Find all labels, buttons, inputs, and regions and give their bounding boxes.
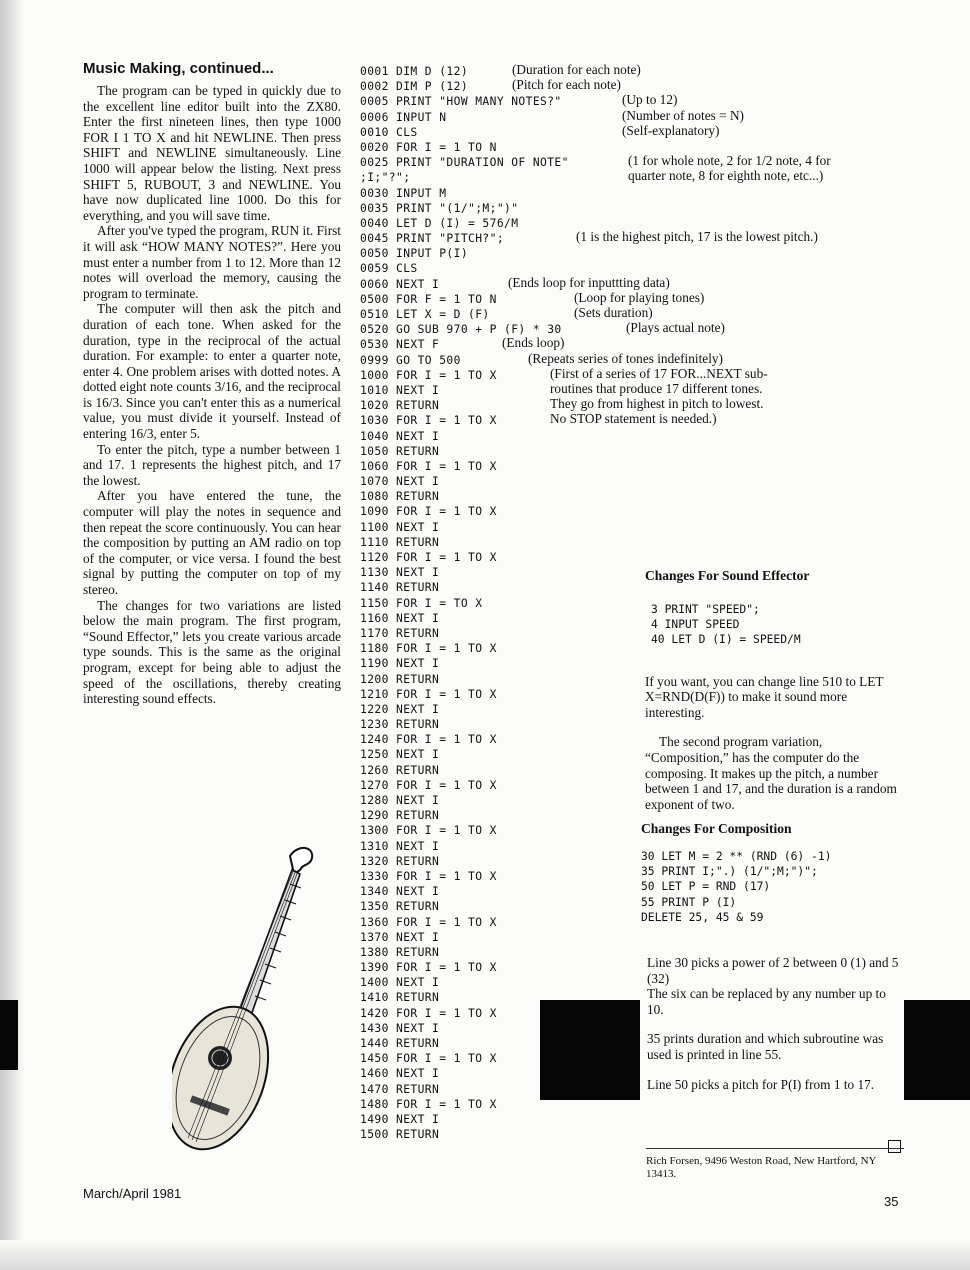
listing-code: 1070 NEXT I <box>360 475 440 489</box>
listing-code: 1180 FOR I = 1 TO X <box>360 642 497 656</box>
listing-code: 1120 FOR I = 1 TO X <box>360 551 497 564</box>
listing-code: 1130 NEXT I <box>360 566 440 580</box>
article-paragraph: The program can be typed in quickly due to the excellent line editor built into the ZX80. Enter the first nineteen lines, then type 1000 FOR I 1 TO X and hit NEWLINE. Then press SHIFT and NEWLINE simultaneously. Line 1000 will appear below the listing. Next press SHIFT 5, RUBOUT, 3 and NEWLINE. You have now duplicated line 1000. Do this for everything, and you will save time. <box>83 83 341 223</box>
listing-code: 1090 FOR I = 1 TO X <box>360 505 497 519</box>
article-paragraph: The changes for two variations are listed below the main program. The first program, “Sound Effector,” lets you create various arcade type sounds. This is the same as the original program, except for being able to adjust the speed of the oscillations, thereby creating interesting sound effects. <box>83 597 341 707</box>
code-line: 3 PRINT "SPEED"; <box>651 603 760 616</box>
listing-line <box>360 472 900 487</box>
listing-code: 1500 RETURN <box>360 1128 440 1142</box>
listing-line <box>360 320 900 335</box>
listing-line <box>360 928 900 943</box>
listing-comment: (1 is the highest pitch, 17 is the lowest pitch.) <box>576 229 818 245</box>
listing-code: 0010 CLS <box>360 125 418 139</box>
listing-code: 0002 DIM P (12) <box>360 80 469 94</box>
listing-code: 1480 FOR I = 1 TO X <box>360 1097 497 1111</box>
listing-code: 0500 FOR F = 1 TO N <box>360 292 497 306</box>
listing-line <box>360 351 900 366</box>
listing-line <box>360 168 900 183</box>
listing-comment: They go from highest in pitch to lowest. <box>550 396 764 412</box>
code-line: 55 PRINT P (I) <box>641 895 737 909</box>
listing-code: 1280 NEXT I <box>360 794 440 807</box>
article-paragraph: After you've typed the program, RUN it. First it will ask “HOW MANY NOTES?”. Here you must enter a number from 1 to 12. More than 12 notes will overload the memory, causing the program to terminate. <box>83 223 341 301</box>
listing-line <box>360 244 900 259</box>
listing-code: 1100 NEXT I <box>360 520 440 534</box>
listing-comment: (Up to 12) <box>622 92 678 108</box>
listing-comment: (First of a series of 17 FOR...NEXT sub- <box>550 365 768 381</box>
listing-code: 1220 NEXT I <box>360 702 440 716</box>
listing-code: 1040 NEXT I <box>360 429 440 443</box>
listing-code: 1390 FOR I = 1 TO X <box>360 961 497 975</box>
listing-code: 1240 FOR I = 1 TO X <box>360 733 497 747</box>
listing-line <box>360 123 900 138</box>
listing-code: 1400 NEXT I <box>360 976 440 990</box>
article-paragraph: The computer will then ask the pitch and duration of each tone. When asked for the duration, type in the reciprocal of the actual duration. For example: to enter a quarter note, enter 4. One problem arises with dotted notes. A dotted eight note counts 3/16, and the reciprocal is 16/3. Since you can't enter this as a numerical value, you must divide it yourself. Instead of entering 16/3, enter 5. <box>83 301 341 442</box>
listing-code: 0050 INPUT P(I) <box>360 247 469 261</box>
sound-effector-heading: Changes For Sound Effector <box>645 568 810 583</box>
listing-code: 0001 DIM D (12) <box>360 65 469 78</box>
listing-line <box>360 259 900 274</box>
composition-intro: The second program variation, “Composition,” has the computer do the composing. It makes up the pitch, a number between 1 and 17, and the duration is a random exponent of two. <box>645 734 897 812</box>
listing-line <box>360 214 900 229</box>
listing-code: 1370 NEXT I <box>360 930 440 944</box>
listing-line <box>360 487 900 502</box>
listing-line <box>360 108 900 123</box>
listing-code: 1060 FOR I = 1 TO X <box>360 459 497 473</box>
listing-code: 1360 FOR I = 1 TO X <box>360 915 497 929</box>
decorative-bar <box>904 1000 970 1100</box>
listing-line <box>360 518 900 533</box>
listing-line <box>360 381 900 396</box>
page-bottom-shadow <box>0 1240 970 1270</box>
composition-section <box>641 821 901 925</box>
listing-code: 0005 PRINT "HOW MANY NOTES?" <box>360 95 562 109</box>
listing-code: 1330 FOR I = 1 TO X <box>360 869 497 883</box>
article-paragraph: To enter the pitch, type a number between 1 and 17. 1 represents the highest pitch, and 17 the lowest. <box>83 441 341 488</box>
listing-code: 0006 INPUT N <box>360 110 447 124</box>
listing-line <box>360 229 900 244</box>
code-line: 50 LET P = RND (17) <box>641 880 771 894</box>
listing-code: 1250 NEXT I <box>360 748 440 762</box>
listing-line <box>360 153 900 168</box>
listing-line <box>360 290 900 305</box>
listing-comment: (Sets duration) <box>574 305 653 320</box>
listing-line <box>360 62 900 77</box>
issue-date: March/April 1981 <box>83 1186 182 1201</box>
listing-code: 1170 RETURN <box>360 626 440 640</box>
listing-line <box>360 366 900 381</box>
code-line: 4 INPUT SPEED <box>651 618 740 632</box>
article-paragraph: After you have entered the tune, the computer will play the notes in sequence and then repeat the score continuously. You can hear the composition by putting an AM radio on top of the computer, or vice versa. I found the best signal by putting the computer on top of my stereo. <box>83 488 341 597</box>
listing-comment: (Self-explanatory) <box>622 122 720 138</box>
code-line: 40 LET D (I) = SPEED/M <box>651 633 801 647</box>
code-line: 30 LET M = 2 ** (RND (6) -1) <box>641 850 832 863</box>
listing-code: 1290 RETURN <box>360 809 440 823</box>
listing-code: 0530 NEXT F <box>360 338 440 352</box>
listing-code: 1020 RETURN <box>360 399 440 413</box>
listing-line <box>360 427 900 442</box>
listing-code: 1300 FOR I = 1 TO X <box>360 824 497 838</box>
listing-code: 1190 NEXT I <box>360 657 440 671</box>
listing-code: 1340 NEXT I <box>360 885 440 899</box>
article-heading: Music Making, continued... <box>83 60 274 77</box>
listing-code: 0520 GO SUB 970 + P (F) * 30 <box>360 323 562 337</box>
author-byline: Rich Forsen, 9496 Weston Road, New Hartford, NY 13413. <box>646 1148 904 1180</box>
listing-comment: (Pitch for each note) <box>512 77 621 93</box>
listing-code: 1310 NEXT I <box>360 839 440 853</box>
listing-code: 1440 RETURN <box>360 1037 440 1050</box>
listing-line <box>360 275 900 290</box>
listing-comment: (Duration for each note) <box>512 62 641 77</box>
decorative-bar <box>0 1000 18 1070</box>
listing-line <box>360 396 900 411</box>
listing-code: 1080 RETURN <box>360 490 440 504</box>
listing-code: 1270 FOR I = 1 TO X <box>360 778 497 792</box>
composition-note: 35 prints duration and which subroutine was used is printed in line 55. <box>647 1031 884 1062</box>
listing-line <box>360 305 900 320</box>
listing-code: 1470 RETURN <box>360 1082 440 1096</box>
listing-line <box>360 548 900 563</box>
listing-comment: (Repeats series of tones indefinitely) <box>528 350 723 366</box>
listing-code: 1030 FOR I = 1 TO X <box>360 414 497 428</box>
listing-code: 1460 NEXT I <box>360 1067 440 1081</box>
listing-comment: (Ends loop for inputtting data) <box>508 274 670 290</box>
listing-code: 0045 PRINT "PITCH?"; <box>360 232 505 246</box>
listing-line <box>360 442 900 457</box>
listing-code: 1150 FOR I = TO X <box>360 596 483 610</box>
listing-code: 1380 RETURN <box>360 945 440 959</box>
listing-code: 0510 LET X = D (F) <box>360 308 490 321</box>
page-edge-shadow <box>0 0 24 1270</box>
code-line: DELETE 25, 45 & 59 <box>641 910 764 924</box>
listing-code: 0999 GO TO 500 <box>360 353 461 367</box>
composition-note: Line 30 picks a power of 2 between 0 (1) and 5 (32) <box>647 955 899 986</box>
composition-note: Line 50 picks a pitch for P(I) from 1 to 17. <box>647 1076 875 1092</box>
listing-line <box>360 411 900 426</box>
listing-code: 1350 RETURN <box>360 900 440 914</box>
listing-comment: (Number of notes = N) <box>622 107 744 123</box>
listing-code: 0035 PRINT "(1/";M;")" <box>360 201 519 215</box>
composition-heading: Changes For Composition <box>641 821 792 836</box>
listing-code: 1010 NEXT I <box>360 383 440 397</box>
listing-comment: (Ends loop) <box>502 335 565 351</box>
listing-line <box>360 457 900 472</box>
listing-line <box>360 1110 900 1125</box>
listing-code: 0059 CLS <box>360 262 418 276</box>
listing-code: 1490 NEXT I <box>360 1112 440 1126</box>
listing-line <box>360 138 900 153</box>
listing-comment: (1 for whole note, 2 for 1/2 note, 4 for <box>628 153 831 169</box>
listing-code: 1230 RETURN <box>360 718 440 732</box>
mandolin-illustration <box>172 840 342 1180</box>
listing-code: 1410 RETURN <box>360 991 440 1005</box>
listing-code: 0020 FOR I = 1 TO N <box>360 140 497 154</box>
sound-effector-section <box>645 568 905 812</box>
listing-code: 0040 LET D (I) = 576/M <box>360 216 519 230</box>
listing-code: 1260 RETURN <box>360 763 440 777</box>
listing-line <box>360 77 900 92</box>
listing-code: 0060 NEXT I <box>360 277 440 291</box>
listing-code: 1200 RETURN <box>360 672 440 686</box>
listing-code: 1140 RETURN <box>360 581 440 595</box>
code-line: 35 PRINT I;".) (1/";M;")"; <box>641 865 818 879</box>
listing-code: 1420 FOR I = 1 TO X <box>360 1006 497 1020</box>
sound-effector-note: If you want, you can change line 510 to LET X=RND(D(F)) to make it sound more interesting. <box>645 673 884 720</box>
listing-line <box>360 92 900 107</box>
listing-comment: (Plays actual note) <box>626 320 725 336</box>
composition-note: The six can be replaced by any number up to 10. <box>647 986 886 1017</box>
listing-code: 1430 NEXT I <box>360 1021 440 1035</box>
listing-code: 1320 RETURN <box>360 854 440 868</box>
listing-code: 0030 INPUT M <box>360 186 447 200</box>
listing-code: 1210 FOR I = 1 TO X <box>360 687 497 701</box>
listing-comment: (Loop for playing tones) <box>574 289 705 305</box>
listing-line <box>360 1125 900 1140</box>
listing-line <box>360 335 900 350</box>
listing-line <box>360 199 900 214</box>
listing-code: 1450 FOR I = 1 TO X <box>360 1052 497 1066</box>
listing-line <box>360 533 900 548</box>
listing-code: ;I;"?"; <box>360 171 411 185</box>
listing-code: 1110 RETURN <box>360 535 440 549</box>
listing-comment: routines that produce 17 different tones. <box>550 380 763 396</box>
article-column <box>83 60 341 707</box>
composition-notes <box>647 955 902 1092</box>
listing-code: 1160 NEXT I <box>360 611 440 625</box>
listing-code: 0025 PRINT "DURATION OF NOTE" <box>360 156 569 170</box>
listing-comment: No STOP statement is needed.) <box>550 411 717 427</box>
page-number: 35 <box>884 1194 899 1209</box>
listing-code: 1000 FOR I = 1 TO X <box>360 368 497 382</box>
listing-comment: quarter note, 8 for eighth note, etc...) <box>628 168 824 184</box>
listing-code: 1050 RETURN <box>360 444 440 458</box>
listing-line <box>360 184 900 199</box>
listing-line <box>360 502 900 517</box>
